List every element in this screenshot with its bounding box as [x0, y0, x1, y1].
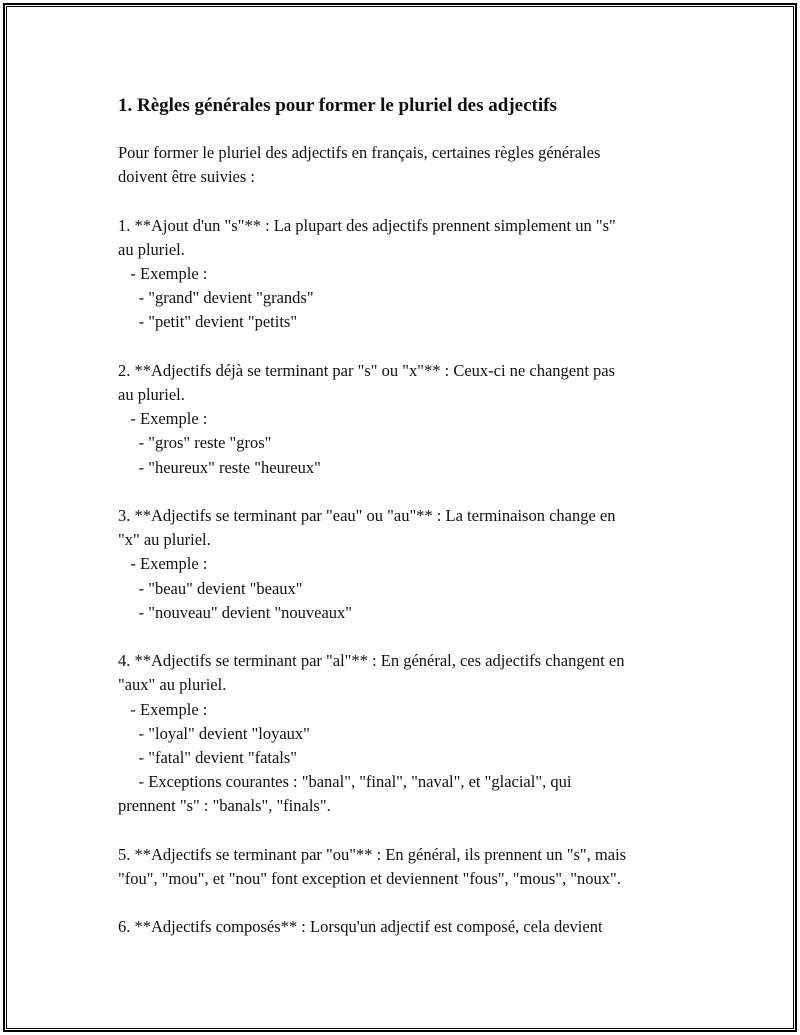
paragraph-gap: [118, 335, 693, 359]
example-label: - Exemple :: [118, 409, 208, 429]
rule-3: [118, 504, 693, 625]
rule-line: au pluriel.: [118, 385, 185, 404]
rule-line: au pluriel.: [118, 239, 185, 259]
rule-line: 1. **Ajout d'un "s"** : La plupart des adjectifs prennent simplement un "s": [118, 215, 616, 235]
rule-line: "aux" au pluriel.: [118, 675, 227, 695]
intro-line: doivent être suivies :: [118, 167, 256, 187]
example-item: - "petit" devient "petits": [118, 312, 298, 332]
rule-line: 2. **Adjectifs déjà se terminant par "s" ou "x"** : Ceux-ci ne changent pas: [118, 360, 616, 380]
rule-5: [118, 843, 693, 891]
example-item: - "nouveau" devient "nouveaux": [118, 602, 353, 622]
document-body: [118, 93, 693, 940]
example-item: - "fatal" devient "fatals": [118, 748, 298, 768]
rule-2: [118, 359, 693, 480]
rule-line: 6. **Adjectifs composés** : Lorsqu'un adjectif est composé, cela devient: [118, 917, 603, 937]
example-item: - "heureux" reste "heureux": [118, 457, 321, 477]
rule-1: [118, 214, 693, 335]
exceptions-line: - Exceptions courantes : "banal", "final", "naval", et "glacial", qui: [118, 772, 572, 792]
rule-line: 4. **Adjectifs se terminant par "al"** : En général, ces adjectifs changent en: [118, 651, 625, 671]
rule-line: "fou", "mou", et "nou" font exception et deviennent "fous", "mous", "noux".: [118, 869, 621, 889]
rule-line: 5. **Adjectifs se terminant par "ou"** : En général, ils prennent un "s", mais: [118, 844, 627, 864]
paragraph-gap: [118, 891, 693, 915]
example-item: - "gros" reste "gros": [118, 433, 272, 453]
intro-paragraph: [118, 141, 693, 189]
section-heading: 1. Règles générales pour former le pluriel des adjectifs: [118, 95, 557, 116]
example-item: - "loyal" devient "loyaux": [118, 723, 310, 743]
paragraph-gap: [118, 819, 693, 843]
paragraph-gap: [118, 189, 693, 213]
rule-6: [118, 915, 693, 939]
example-item: - "beau" devient "beaux": [118, 578, 303, 598]
rule-line: 3. **Adjectifs se terminant par "eau" ou "au"** : La terminaison change en: [118, 506, 616, 525]
example-item: - "grand" devient "grands": [118, 288, 314, 308]
example-label: - Exemple :: [118, 554, 208, 574]
paragraph-gap: [118, 480, 693, 504]
rule-line: "x" au pluriel.: [118, 530, 211, 550]
intro-line: Pour former le pluriel des adjectifs en français, certaines règles générales: [118, 143, 601, 162]
example-label: - Exemple :: [118, 264, 208, 283]
exceptions-line: prennent "s" : "banals", "finals".: [118, 796, 331, 816]
paragraph-gap: [118, 625, 693, 649]
example-label: - Exemple :: [118, 699, 208, 719]
rule-4: [118, 649, 693, 818]
